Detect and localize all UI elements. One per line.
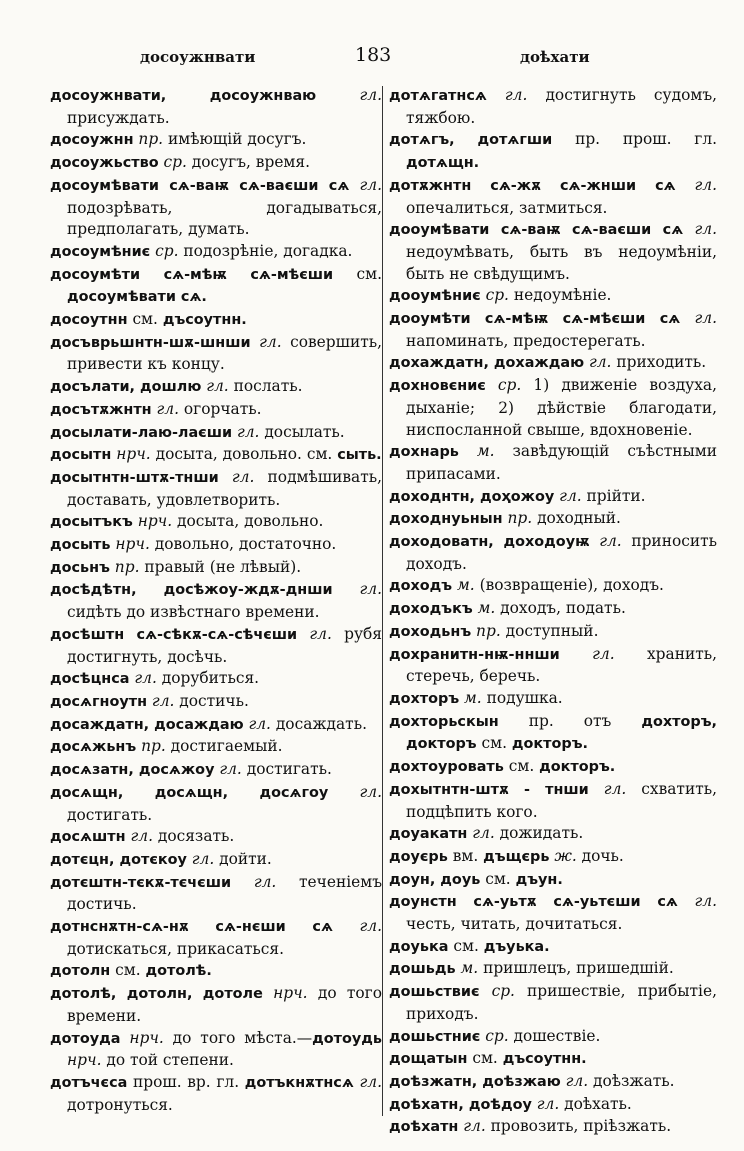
headword: доуєрь [389,848,448,865]
headword: дотєцн, дотєкоу [50,851,187,868]
headword: дъщєрь [483,848,550,865]
dictionary-entry [50,129,382,152]
dictionary-entry [389,531,717,575]
dictionary-entry [389,869,717,892]
dictionary-entry [50,511,382,534]
page-number: 183 [355,44,392,66]
dictionary-entry [389,575,717,598]
definition-text: хранить, стеречь, беречь. [406,644,717,686]
grammar-abbr: м. [455,959,479,978]
headword: дохнарь [389,444,459,461]
headword: досоужнвати, досоужнваю [50,88,317,104]
dictionary-entry [50,759,382,782]
headword: досѧгноутн [50,693,148,710]
headword: доѣхатн [389,1119,459,1136]
definition-text: см. [110,961,146,980]
headword: досѣштн сѧ-сѣкѫ-сѧ-сѣчєши [50,626,298,643]
grammar-abbr: пр. [133,130,164,149]
headword: дотоуда [50,1030,121,1047]
headword: досоужьство [50,155,159,172]
dictionary-entry [389,621,717,644]
grammar-abbr: пр. [502,509,533,528]
definition-text: дорубиться. [156,669,260,688]
dictionary-entry [50,691,382,714]
grammar-abbr: гл. [677,892,717,911]
dictionary-entry [50,736,382,759]
grammar-abbr: гл. [147,691,175,710]
grammar-abbr: гл. [554,486,582,505]
headword: дотнснѫтн-сѧ-нѫ сѧ-нєши сѧ [50,919,333,936]
definition-text: достичь. [174,691,249,710]
definition-text: доѣхать. [559,1094,632,1113]
grammar-abbr: гл. [218,467,255,486]
grammar-abbr: гл. [214,760,242,779]
grammar-abbr: м. [472,599,496,618]
dictionary-entry [50,444,382,467]
headword: дотъчєса [50,1074,128,1091]
definition-text: огорчать. [179,399,262,418]
grammar-abbr: гл. [486,86,528,104]
definition-text: подушка. [481,688,563,707]
definition-text: дочь. [576,846,624,865]
dictionary-entry [389,1071,717,1094]
left-column [50,85,382,1116]
definition-text: подозрѣвать, догадываться, предполагать, думать. [67,198,382,239]
grammar-abbr: гл. [584,353,612,372]
headword: доун, доуь [389,871,481,888]
grammar-abbr: пр. [471,621,501,640]
dictionary-entry [50,264,382,309]
headword: сыть. [337,447,382,464]
headword: доходъ [389,578,453,595]
dictionary-entry [50,241,382,264]
headword: досѣцнса [50,671,130,688]
definition-text: см. [127,310,163,329]
definition-text: доходъ, подать. [495,599,626,618]
headword: досоумѣниє [50,243,151,260]
dictionary-entry [389,958,717,981]
dictionary-entry [389,981,717,1025]
dictionary-entry [389,1116,717,1139]
dictionary-entry [389,688,717,711]
headword: дошьдь [389,961,456,978]
grammar-abbr: гл. [467,824,495,843]
definition-text: досязать. [152,827,235,846]
dictionary-entry [389,1048,717,1071]
dictionary-entry [389,598,717,621]
dictionary-entry [50,332,382,376]
dictionary-entry [50,376,382,399]
grammar-abbr: гл. [675,175,717,194]
headword: доѣзжатн, доѣзжаю [389,1073,561,1090]
dictionary-entry [389,285,717,308]
headword: дохновєниє [389,378,486,395]
grammar-abbr: ср. [485,376,522,395]
definition-text: до того времени. [67,984,382,1025]
headword: дохаждатн, дохаждаю [389,355,585,372]
grammar-abbr: гл. [186,849,215,868]
grammar-abbr: гл. [328,782,382,801]
headword: доходъкъ [389,601,473,618]
dictionary-entry [50,467,382,511]
definition-text: см. [476,734,512,753]
definition-text: присуждать. [67,108,170,127]
definition-text: дотронуться. [67,1095,173,1114]
headword: досоутнн [50,312,128,329]
definition-text: пришествіе, прибытіе, приходъ. [406,982,717,1023]
definition-text: пришлецъ, пришедшій. [478,959,674,978]
dictionary-entry [389,219,717,285]
headword: дъуька. [483,938,550,955]
headword: дотоудь [312,1030,382,1047]
grammar-abbr: пр. [136,737,166,756]
dictionary-entry [389,85,717,129]
headword: дохторъ [389,690,460,707]
grammar-abbr: гл. [243,714,271,733]
dictionary-entry [50,175,382,241]
headword: досылати-лаю-лаєши [50,424,233,441]
definition-text: опечалиться, затмиться. [406,198,608,217]
grammar-abbr: гл. [201,377,229,396]
grammar-abbr: ср. [150,241,179,260]
dictionary-entry [50,399,382,422]
dictionary-entry [50,624,382,668]
definition-text: см. [467,1049,503,1068]
headword: дохранитн-нѭ-ннши [389,646,560,663]
grammar-abbr: гл. [683,220,717,239]
headword: дошьстниє [389,1028,481,1045]
headword: дъсоутнн. [162,312,247,329]
dictionary-entry [50,557,382,580]
dictionary-entry [389,1094,717,1117]
definition-text: доѣзжать. [588,1071,675,1090]
grammar-abbr: гл. [332,580,382,599]
headword: дотѧгатнсѧ [389,88,487,104]
definition-text: дотискаться, прикасаться. [67,939,285,958]
dictionary-entry [50,668,382,691]
headword: доходнтн, доҳожоу [389,488,555,505]
definition-text: завѣдующій съѣстными припасами. [406,442,717,483]
definition-text: теченіемъ достичь. [67,872,382,914]
definition-text: досылать. [259,422,345,441]
right-guide-word: доѣхати [520,48,590,66]
definition-text: достигать. [67,805,153,824]
definition-text: совершить, привести къ концу. [67,332,382,374]
grammar-abbr: гл. [125,827,153,846]
dictionary-entry [389,711,717,756]
definition-text: дожидать. [494,824,584,843]
headword: досытнтн-штѫ-тнши [50,469,219,486]
headword: доунстн сѧ-уьтѫ сѧ-уьтєши сѧ [389,894,678,911]
headword: досѣдѣтн, досѣжоу-ждѫ-днши [50,582,333,599]
headword: доходнуьнын [389,511,503,528]
grammar-abbr: м. [459,688,482,707]
headword: дооумѣти сѧ-мѣѭ сѧ-мѣєши сѧ [389,311,681,328]
headword: досыть [50,537,111,554]
definition-text: недоумѣніе. [508,286,612,305]
definition-text: рубя достигнуть, досѣчь. [67,624,382,666]
dictionary-entry [50,826,382,849]
headword: доходьнъ [389,623,472,640]
dictionary-entry [389,441,717,485]
grammar-abbr: гл. [232,422,260,441]
definition-text: см. [480,869,516,888]
dictionary-entry [50,714,382,737]
column-divider [382,86,383,1116]
dictionary-entry [389,175,717,219]
headword: дохторъ, докторъ [406,713,717,753]
dictionary-entry [50,85,382,129]
headword: досоумѣти сѧ-мѣѭ сѧ-мѣєши [50,266,334,283]
left-guide-word: досоужнвати [140,48,256,66]
grammar-abbr: гл. [129,669,157,688]
dictionary-entry [389,846,717,869]
grammar-abbr: м. [458,442,495,461]
definition-text: прош. вр. гл. [127,1072,245,1091]
definition-text: см. [333,264,382,283]
headword: досътѫжнтн [50,401,152,418]
grammar-abbr: гл. [250,332,282,351]
headword: досѧжьнъ [50,739,137,756]
definition-text: схватить, подцѣпить кого. [406,779,717,821]
dictionary-entry [389,1026,717,1049]
dictionary-entry [50,983,382,1027]
definition-text: до того мѣста.— [163,1028,313,1047]
definition-text: довольно, достаточно. [149,535,337,554]
headword: дотолѣ, дотолн, дотоле [50,986,263,1003]
headword: досѧщн, досѧщн, досѧгоу [50,784,329,801]
definition-text: доходный. [532,509,621,528]
dictionary-entry [50,309,382,332]
headword: дохытнтн-штѫ - тнши [389,781,589,798]
definition-text: подозрѣніе, догадка. [178,241,353,260]
dictionary-entry [50,872,382,916]
definition-text: досаждать. [270,714,367,733]
dictionary-entry [50,916,382,960]
dictionary-entry [50,960,382,983]
grammar-abbr: гл. [151,399,180,418]
definition-text: (возвращеніе), доходъ. [474,576,664,595]
headword: досоумѣвати сѧ. [67,289,207,306]
definition-text: прійти. [581,486,646,505]
definition-text: дойти. [214,849,272,868]
grammar-abbr: нрч. [67,1051,102,1070]
headword: досьнъ [50,559,110,576]
definition-text: имѣющій досугъ. [163,130,307,149]
dictionary-entry [50,579,382,623]
definition-text: провозить, пріѣзжать. [485,1117,672,1136]
definition-text: досыта, довольно. см. [150,445,338,464]
headword: доѣхатн, доѣдоу [389,1096,532,1113]
dictionary-entry [50,152,382,175]
definition-text: 1) движеніе воздуха, дыханіе; 2) дѣйствіе благодати, ниспосланной свыше, вдохновеніе. [406,376,717,439]
definition-text: вм. [447,846,484,865]
definition-text: достигать. [241,760,332,779]
headword: дотолн [50,963,111,980]
definition-text: доступный. [500,621,599,640]
grammar-abbr: нрч. [132,512,173,531]
grammar-abbr: гл. [316,86,382,104]
headword: дотолѣ. [145,963,212,980]
grammar-abbr: гл. [231,872,277,891]
headword: дотѧщн. [406,155,480,172]
grammar-abbr: гл. [560,1071,589,1090]
headword: доходоватн, доходоуѭ [389,534,590,551]
headword: досытъкъ [50,514,133,531]
headword: дотѫжнтн сѧ-жѫ сѧ-жнши сѧ [389,177,676,194]
definition-text: достигаемый. [165,737,283,756]
definition-text: правый (не лѣвый). [139,557,302,576]
dictionary-entry [389,508,717,531]
headword: дотѧгъ, дотѧгши [389,132,553,149]
dictionary-entry [389,644,717,688]
headword: дошьствиє [389,984,480,1001]
definition-text: до той степени. [101,1051,234,1070]
dictionary-entry [50,849,382,872]
definition-text: честь, читать, дочитаться. [406,915,623,934]
dictionary-entry [389,756,717,779]
grammar-abbr: гл. [332,917,382,936]
grammar-abbr: гл. [353,1072,382,1091]
headword: досоужнн [50,132,134,149]
definition-text: приносить доходъ. [406,532,717,573]
dictionary-entry [50,1028,382,1072]
headword: досоумѣвати сѧ-ваѭ сѧ-ваєши сѧ [50,177,350,194]
headword: досѧзатн, досѧжоу [50,762,215,779]
grammar-abbr: пр. [109,557,140,576]
dictionary-entry [50,782,382,826]
headword: дотєштн-тєкѫ-тєчєши [50,874,232,891]
dictionary-entry [50,1072,382,1116]
definition-text: досугъ, время. [186,153,311,172]
grammar-abbr: ср. [480,1026,509,1045]
grammar-abbr: гл. [297,624,332,643]
grammar-abbr: нрч. [110,535,150,554]
headword: дощатын [389,1051,468,1068]
dictionary-entry [50,422,382,445]
definition-text: см. [448,936,484,955]
grammar-abbr: гл. [349,175,382,194]
dictionary-entry [389,936,717,959]
definition-text: пр. прош. гл. [552,130,717,149]
headword: докторъ. [511,736,588,753]
definition-text: недоумѣвать, быть въ недоумѣніи, быть не свѣдущимъ. [406,242,717,283]
grammar-abbr: гл. [559,644,615,663]
definition-text: пр. отъ [498,711,642,730]
headword: доуька [389,938,449,955]
right-column [389,85,717,1139]
definition-text: досыта, довольно. [172,512,324,531]
definition-text: напоминать, предостерегать. [406,331,646,350]
headword: досаждатн, досаждаю [50,716,244,733]
definition-text: подмѣшивать, доставать, удовлетворить. [67,467,382,509]
grammar-abbr: м. [452,576,475,595]
headword: дохторьскын [389,713,499,730]
grammar-abbr: нрч. [111,445,151,464]
headword: доуакатн [389,826,468,843]
headword: дъсоутнн. [502,1051,587,1068]
grammar-abbr: нрч. [120,1028,164,1047]
dictionary-entry [389,779,717,823]
dictionary-entry [50,534,382,557]
headword: дохтоуровать [389,759,504,776]
dictionary-entry [389,129,717,174]
grammar-abbr: ж. [549,846,577,865]
dictionary-entry [389,823,717,846]
dictionary-entry [389,352,717,375]
definition-text: сидѣть до извѣстнаго времени. [67,603,320,622]
headword: досѧштн [50,829,126,846]
dictionary-entry [389,308,717,352]
headword: дооумѣниє [389,288,481,305]
definition-text: дошествіе. [508,1026,601,1045]
grammar-abbr: ср. [480,286,509,305]
grammar-abbr: нрч. [262,984,308,1003]
grammar-abbr: гл. [458,1117,486,1136]
dictionary-entry [389,891,717,935]
headword: дотъкнѫтнсѧ [244,1074,354,1091]
definition-text: достигнуть судомъ, тяжбою. [406,86,717,127]
headword: досъврьшнтн-шѫ-шнши [50,334,251,351]
grammar-abbr: ср. [158,153,187,172]
grammar-abbr: гл. [589,532,622,551]
grammar-abbr: гл. [588,779,627,798]
definition-text: приходить. [611,353,707,372]
headword: дооумѣвати сѧ-ваѭ сѧ-ваєши сѧ [389,222,684,239]
dictionary-entry [389,375,717,441]
dictionary-entry [389,486,717,509]
grammar-abbr: ср. [479,982,515,1001]
grammar-abbr: гл. [680,309,717,328]
headword: досытн [50,447,112,464]
definition-text: послать. [228,377,303,396]
headword: докторъ. [539,759,616,776]
definition-text: см. [503,757,540,776]
grammar-abbr: гл. [531,1094,560,1113]
running-head [0,44,744,74]
headword: дъун. [515,871,563,888]
headword: досълати, дошлю [50,379,202,396]
